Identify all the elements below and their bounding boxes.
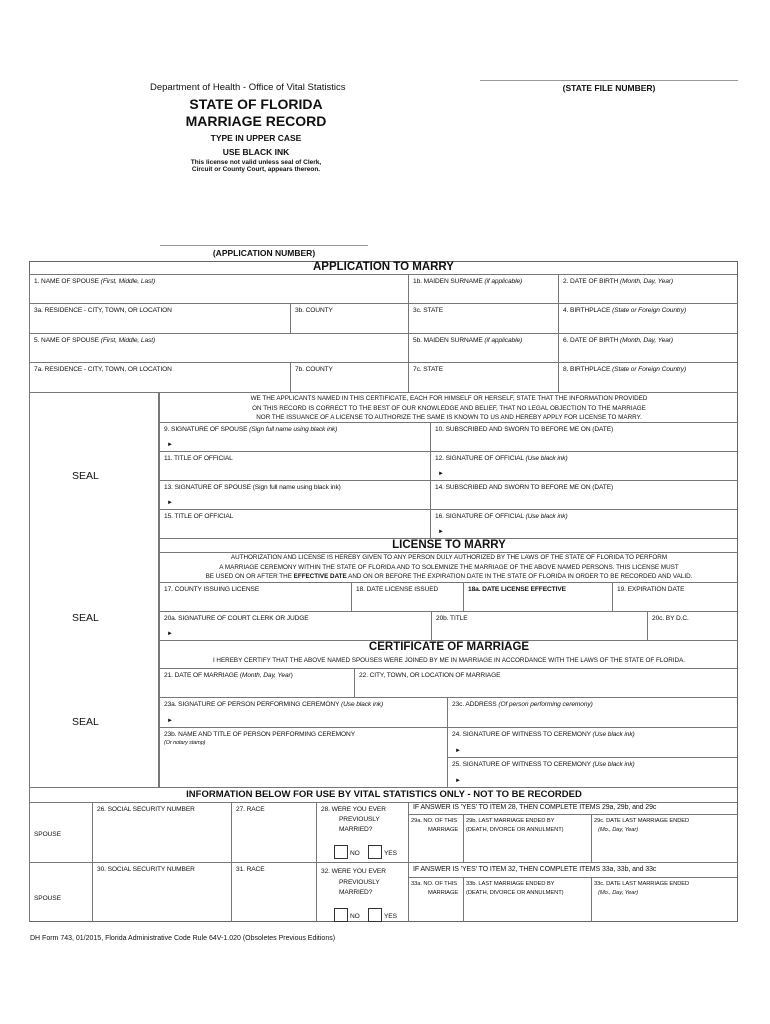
field-7b-county[interactable] bbox=[290, 362, 408, 392]
field-28-previously-married bbox=[316, 802, 408, 862]
statement-line: ON THIS RECORD IS CORRECT TO THE BEST OF OUR KNOWLEDGE AND BELIEF, THAT NO LEGAL OBJECTION TO THE MARRIAGE bbox=[252, 404, 646, 412]
field-label: 18a. DATE LICENSE EFFECTIVE bbox=[468, 586, 566, 593]
no-label: NO bbox=[350, 913, 360, 920]
field-3c-state[interactable] bbox=[408, 303, 558, 333]
field-1-name-of-spouse[interactable] bbox=[29, 274, 408, 303]
field-label: 29a. NO. OF THIS bbox=[411, 818, 457, 824]
field-33a-marriage-number[interactable] bbox=[408, 877, 463, 922]
field-1b-maiden-surname[interactable] bbox=[408, 274, 558, 303]
item-28-instruction bbox=[408, 802, 738, 814]
field-hint: (First, Middle, Last) bbox=[100, 337, 156, 344]
field-label: 25. SIGNATURE OF WITNESS TO CEREMONY bbox=[452, 761, 593, 768]
field-33c-date-last-marriage-ended[interactable] bbox=[591, 877, 738, 922]
field-label: PREVIOUSLY bbox=[339, 816, 380, 823]
arrow-icon: ► bbox=[167, 631, 173, 637]
field-hint: (if applicable) bbox=[484, 337, 523, 344]
statement-line: AUTHORIZATION AND LICENSE IS HEREBY GIVEN TO ANY PERSON DULY AUTHORIZED BY THE LAWS OF THE STATE OF FLORIDA TO PERFORM bbox=[230, 554, 668, 561]
field-hint: (First, Middle, Last) bbox=[100, 278, 156, 285]
type-instruction: TYPE IN UPPER CASE bbox=[210, 133, 302, 143]
no-checkbox[interactable] bbox=[334, 908, 348, 922]
field-10-sworn-date[interactable] bbox=[430, 422, 738, 451]
field-29a-marriage-number[interactable] bbox=[408, 814, 463, 862]
field-25-witness-signature[interactable] bbox=[447, 757, 738, 787]
field-hint: Month, Day, Year bbox=[241, 672, 291, 679]
application-number-line[interactable] bbox=[160, 245, 368, 246]
field-label: 26. SOCIAL SECURITY NUMBER bbox=[97, 806, 195, 813]
field-7a-residence[interactable] bbox=[29, 362, 290, 392]
application-section-title: APPLICATION TO MARRY bbox=[313, 261, 454, 273]
spouse-row-label-1 bbox=[29, 802, 92, 862]
field-label: 4. BIRTHPLACE bbox=[563, 307, 613, 314]
field-9-signature-of-spouse[interactable] bbox=[159, 422, 430, 451]
seal-note-2: Circuit or County Court, appears thereon. bbox=[191, 166, 321, 173]
department-label: Department of Health - Office of Vital Statistics bbox=[150, 82, 346, 93]
field-32-previously-married bbox=[316, 862, 408, 922]
field-hint: (if applicable) bbox=[484, 278, 523, 285]
row-label: SPOUSE bbox=[34, 831, 61, 838]
field-27-race[interactable] bbox=[231, 802, 316, 862]
certificate-statement: I HEREBY CERTIFY THAT THE ABOVE NAMED SPOUSES WERE JOINED BY ME IN MARRIAGE IN ACCORDANCE WITH THE LAWS OF THE STATE OF FLORIDA. bbox=[212, 657, 686, 664]
statement-line: WE THE APPLICANTS NAMED IN THIS CERTIFICATE, EACH FOR HIMSELF OR HERSELF, STATE THAT THE INFORMATION PROVIDED bbox=[250, 395, 648, 402]
arrow-icon: ► bbox=[167, 442, 173, 448]
field-19-expiration-date[interactable] bbox=[612, 582, 738, 611]
field-label: 2. DATE OF BIRTH bbox=[563, 278, 621, 285]
seal-note-1: This license not valid unless seal of Clerk, bbox=[190, 159, 322, 166]
field-label: MARRIED? bbox=[339, 889, 373, 896]
form-title: STATE OF FLORIDA bbox=[189, 96, 323, 112]
field-label: 15. TITLE OF OFFICIAL bbox=[164, 513, 234, 520]
statement-line: NOR THE ISSUANCE OF A LICENSE TO AUTHORIZE THE SAME IS KNOWN TO US AND HEREBY APPLY FOR LICENSE TO MARRY. bbox=[256, 414, 642, 422]
field-label: 17. COUNTY ISSUING LICENSE bbox=[164, 586, 260, 593]
arrow-icon: ► bbox=[167, 500, 173, 506]
vital-statistics-title: INFORMATION BELOW FOR USE BY VITAL STATISTICS ONLY - NOT TO BE RECORDED bbox=[29, 787, 738, 802]
field-hint: (Sign full name using black ink) bbox=[249, 426, 338, 433]
field-23b-name-title-officiant[interactable] bbox=[159, 727, 447, 787]
field-label: 29b. LAST MARRIAGE ENDED BY bbox=[466, 818, 555, 824]
field-5-name-of-spouse[interactable] bbox=[29, 333, 408, 362]
field-label: 14. SUBSCRIBED AND SWORN TO BEFORE ME ON (DATE) bbox=[435, 484, 614, 491]
effective-date-emphasis: EFFECTIVE DATE bbox=[293, 573, 347, 581]
field-label: 28. WERE YOU EVER bbox=[321, 806, 386, 813]
field-label: MARRIED? bbox=[339, 826, 373, 833]
text: AND ON OR BEFORE THE EXPIRATION DATE IN THE STATE OF FLORIDA IN ORDER TO BE RECORDED AND VALID. bbox=[346, 573, 693, 581]
field-label: 3a. RESIDENCE - CITY, TOWN, OR LOCATION bbox=[34, 307, 172, 314]
field-label: 8. BIRTHPLACE bbox=[563, 366, 613, 373]
field-label: 3c. STATE bbox=[413, 307, 443, 314]
field-29c-date-last-marriage-ended[interactable] bbox=[591, 814, 738, 862]
field-4-birthplace[interactable] bbox=[558, 303, 738, 333]
field-label: 21. DATE OF MARRIAGE ( bbox=[164, 672, 242, 679]
field-22-location-of-marriage[interactable] bbox=[354, 668, 738, 697]
field-29b-last-marriage-ended-by[interactable] bbox=[463, 814, 591, 862]
field-13-signature-of-spouse[interactable] bbox=[159, 480, 430, 509]
field-hint: (Use black ink) bbox=[592, 731, 635, 738]
field-hint: (Mo., Day, Year) bbox=[598, 890, 639, 896]
arrow-icon: ► bbox=[455, 778, 461, 784]
field-label: 5b. MAIDEN SURNAME bbox=[413, 337, 485, 344]
no-checkbox[interactable] bbox=[334, 845, 348, 859]
yes-label: YES bbox=[384, 850, 397, 857]
field-label: 10. SUBSCRIBED AND SWORN TO BEFORE ME ON (DATE) bbox=[435, 426, 614, 433]
field-20b-title[interactable] bbox=[431, 611, 647, 640]
certificate-section-title: CERTIFICATE OF MARRIAGE bbox=[368, 641, 530, 653]
field-label: 20a. SIGNATURE OF COURT CLERK OR JUDGE bbox=[164, 615, 309, 622]
yes-checkbox[interactable] bbox=[368, 908, 382, 922]
field-hint: (Mo., Day, Year) bbox=[598, 827, 639, 833]
field-21-date-of-marriage[interactable] bbox=[159, 668, 354, 697]
field-5b-maiden-surname[interactable] bbox=[408, 333, 558, 362]
field-18a-date-effective[interactable] bbox=[463, 582, 612, 611]
field-label: 7a. RESIDENCE - CITY, TOWN, OR LOCATION bbox=[34, 366, 172, 373]
field-label: 16. SIGNATURE OF OFFICIAL bbox=[435, 513, 526, 520]
field-label: 3b. COUNTY bbox=[295, 307, 333, 314]
field-30-ssn[interactable] bbox=[92, 862, 231, 922]
field-12-signature-of-official[interactable] bbox=[430, 451, 738, 480]
field-label: 33c. DATE LAST MARRIAGE ENDED bbox=[594, 881, 690, 887]
field-label: 23a. SIGNATURE OF PERSON PERFORMING CEREMONY bbox=[164, 701, 341, 708]
application-number-label: (APPLICATION NUMBER) bbox=[212, 248, 316, 258]
field-label: MARRIAGE bbox=[428, 890, 459, 896]
field-31-race[interactable] bbox=[231, 862, 316, 922]
field-label: 1. NAME OF SPOUSE bbox=[34, 278, 101, 285]
field-hint: (State or Foreign Country) bbox=[612, 366, 687, 373]
field-20a-signature-clerk[interactable] bbox=[159, 611, 431, 640]
certificate-header bbox=[159, 640, 738, 668]
item-32-instruction bbox=[408, 862, 738, 877]
field-24-witness-signature[interactable] bbox=[447, 727, 738, 757]
field-label: 31. RACE bbox=[236, 866, 265, 873]
seal-label-3: SEAL bbox=[72, 716, 99, 728]
field-hint: (Month, Day, Year) bbox=[620, 278, 673, 285]
field-label: 27. RACE bbox=[236, 806, 265, 813]
yes-label: YES bbox=[384, 913, 397, 920]
field-label: 20c. BY D.C. bbox=[652, 615, 689, 622]
field-hint: (Month, Day, Year) bbox=[620, 337, 673, 344]
seal-label-2: SEAL bbox=[72, 612, 99, 624]
field-label: 20b. TITLE bbox=[436, 615, 468, 622]
field-hint: (Of person performing ceremony) bbox=[498, 701, 593, 708]
state-file-number-line[interactable] bbox=[480, 80, 738, 81]
field-label: 29c. DATE LAST MARRIAGE ENDED bbox=[594, 818, 690, 824]
field-label: MARRIAGE bbox=[428, 827, 459, 833]
field-label: 19. EXPIRATION DATE bbox=[617, 586, 685, 593]
field-label: 7c. STATE bbox=[413, 366, 443, 373]
field-label: 7b. COUNTY bbox=[295, 366, 333, 373]
instruction-text: IF ANSWER IS 'YES' TO ITEM 32, THEN COMPLETE ITEMS 33a, 33b, and 33c bbox=[413, 866, 657, 873]
spouse-row-label-2 bbox=[29, 862, 92, 922]
field-17-county-issuing[interactable] bbox=[159, 582, 351, 611]
seal-label-1: SEAL bbox=[72, 470, 99, 482]
field-label: 13. SIGNATURE OF SPOUSE (Sign full name using black ink) bbox=[164, 484, 341, 491]
yes-checkbox[interactable] bbox=[368, 845, 382, 859]
field-hint: (State or Foreign Country) bbox=[612, 307, 687, 314]
state-file-number-label: (STATE FILE NUMBER) bbox=[562, 83, 656, 93]
field-label: 22. CITY, TOWN, OR LOCATION OF MARRIAGE bbox=[359, 672, 501, 679]
field-6-date-of-birth[interactable] bbox=[558, 333, 738, 362]
field-hint: (Use black ink) bbox=[525, 455, 568, 462]
arrow-icon: ► bbox=[167, 718, 173, 724]
field-8-birthplace[interactable] bbox=[558, 362, 738, 392]
arrow-icon: ► bbox=[438, 471, 444, 477]
text: BE USED ON OR AFTER THE bbox=[205, 573, 294, 581]
field-26-ssn[interactable] bbox=[92, 802, 231, 862]
field-label: 30. SOCIAL SECURITY NUMBER bbox=[97, 866, 195, 873]
field-3a-residence[interactable] bbox=[29, 303, 290, 333]
field-label: (DEATH, DIVORCE OR ANNULMENT) bbox=[466, 890, 564, 896]
field-20c-by-dc[interactable] bbox=[647, 611, 738, 640]
field-hint: (Or notary stamp) bbox=[164, 740, 206, 746]
arrow-icon: ► bbox=[438, 529, 444, 535]
license-statement bbox=[159, 552, 738, 582]
field-hint: (Use black ink) bbox=[525, 513, 568, 520]
field-label: 23c. ADDRESS bbox=[452, 701, 499, 708]
field-2-date-of-birth[interactable] bbox=[558, 274, 738, 303]
applicant-statement bbox=[159, 392, 738, 422]
field-label: 1b. MAIDEN SURNAME bbox=[413, 278, 485, 285]
field-23c-address[interactable] bbox=[447, 697, 738, 727]
row-label: SPOUSE bbox=[34, 895, 61, 902]
field-label: 33a. NO. OF THIS bbox=[411, 881, 457, 887]
ink-instruction: USE BLACK INK bbox=[222, 147, 290, 157]
statement-line: A MARRIAGE CEREMONY WITHIN THE STATE OF FLORIDA AND TO SOLEMNIZE THE MARRIAGE OF THE ABOVE NAMED PERSONS. THIS LICENSE MUST bbox=[219, 563, 679, 571]
field-11-title-of-official[interactable] bbox=[159, 451, 430, 480]
field-label: 23b. NAME AND TITLE OF PERSON PERFORMING CEREMONY bbox=[164, 731, 355, 738]
field-23a-signature-officiant[interactable] bbox=[159, 697, 447, 727]
field-label: PREVIOUSLY bbox=[339, 879, 380, 886]
field-33b-last-marriage-ended-by[interactable] bbox=[463, 877, 591, 922]
field-label: 12. SIGNATURE OF OFFICIAL bbox=[435, 455, 526, 462]
field-label: 18. DATE LICENSE ISSUED bbox=[356, 586, 439, 593]
statement-line bbox=[160, 572, 738, 582]
field-15-title-of-official[interactable] bbox=[159, 509, 430, 538]
field-hint: (Use black ink) bbox=[592, 761, 635, 768]
field-3b-county[interactable] bbox=[290, 303, 408, 333]
field-7c-state[interactable] bbox=[408, 362, 558, 392]
field-label: ) bbox=[290, 672, 293, 679]
field-label: 9. SIGNATURE OF SPOUSE bbox=[164, 426, 250, 433]
field-hint: (Use black ink) bbox=[340, 701, 384, 708]
field-label: 11. TITLE OF OFFICIAL bbox=[164, 455, 233, 462]
field-18-date-issued[interactable] bbox=[351, 582, 463, 611]
field-label: 6. DATE OF BIRTH bbox=[563, 337, 621, 344]
arrow-icon: ► bbox=[455, 748, 461, 754]
form-subtitle: MARRIAGE RECORD bbox=[185, 113, 327, 129]
field-16-signature-of-official[interactable] bbox=[430, 509, 738, 538]
no-label: NO bbox=[350, 850, 360, 857]
form-footer: DH Form 743, 01/2015, Florida Administrative Code Rule 64V-1.020 (Obsoletes Previous Editions) bbox=[30, 935, 336, 942]
field-label: 5. NAME OF SPOUSE bbox=[34, 337, 101, 344]
field-label: 33b. LAST MARRIAGE ENDED BY bbox=[466, 881, 555, 887]
field-label: 24. SIGNATURE OF WITNESS TO CEREMONY bbox=[452, 731, 593, 738]
field-label: (DEATH, DIVORCE OR ANNULMENT) bbox=[466, 827, 564, 833]
field-label: 32. WERE YOU EVER bbox=[321, 868, 386, 875]
instruction-text: IF ANSWER IS 'YES' TO ITEM 28, THEN COMPLETE ITEMS 29a, 29b, and 29c bbox=[413, 804, 657, 811]
field-14-sworn-date[interactable] bbox=[430, 480, 738, 509]
license-section-title: LICENSE TO MARRY bbox=[159, 538, 738, 552]
